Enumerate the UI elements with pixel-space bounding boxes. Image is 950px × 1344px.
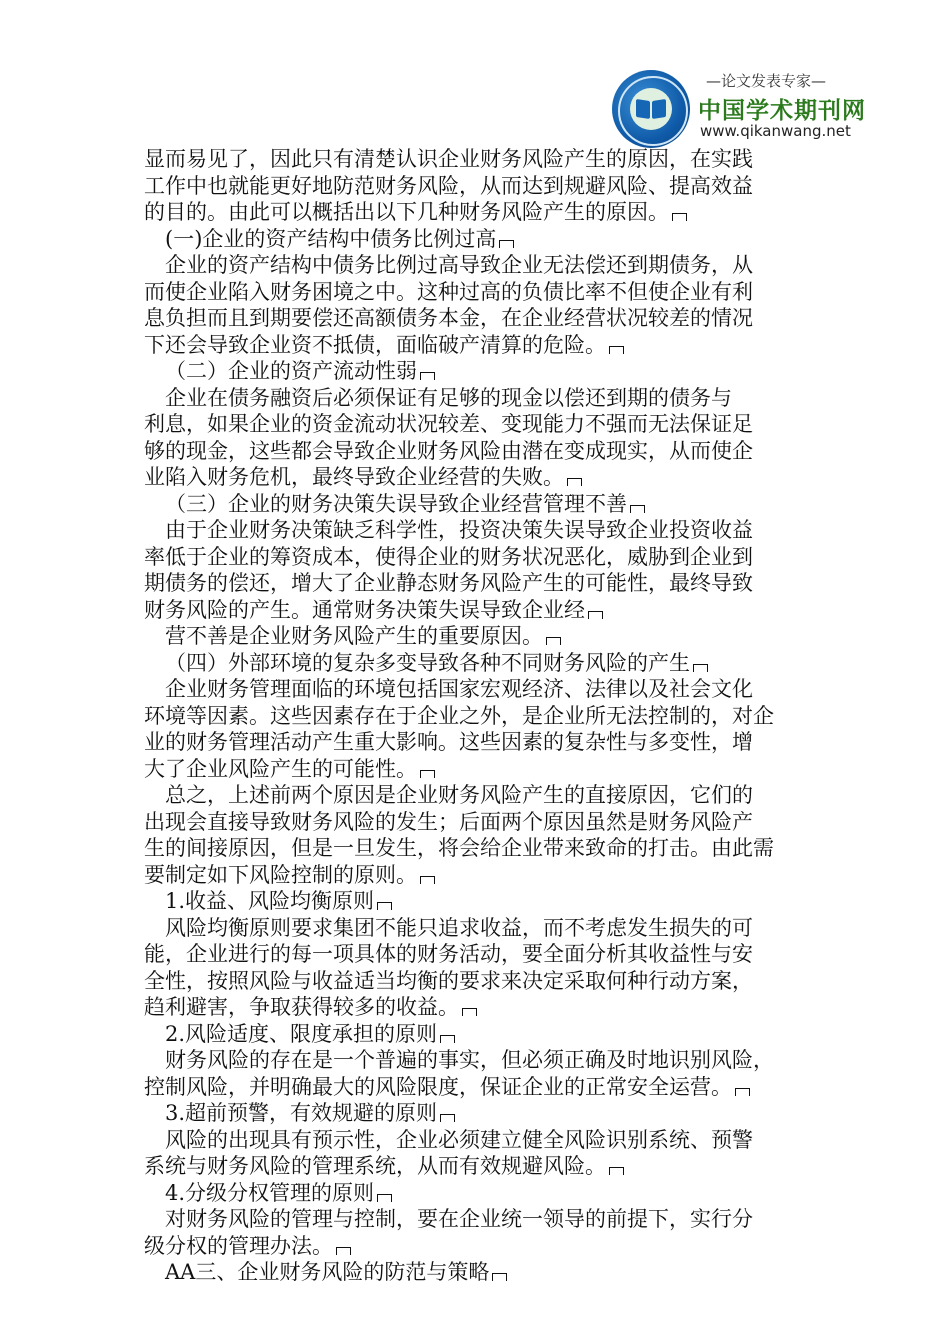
line-text: 企业的资产结构中债务比例过高导致企业无法偿还到期债务，从 — [165, 253, 753, 277]
paragraph-mark-icon — [588, 611, 603, 619]
paragraph-mark-icon — [567, 478, 582, 486]
line-text: 够的现金，这些都会导致企业财务风险由潜在变成现实，从而使企 — [144, 438, 753, 463]
line-text: 利息，如果企业的资金流动状况较差、变现能力不强而无法保证足 — [144, 412, 753, 436]
text-line — [144, 226, 804, 253]
paragraph-mark-icon — [546, 637, 561, 645]
line-text: 总之，上述前两个原因是企业财务风险产生的直接原因，它们的 — [165, 783, 753, 807]
text-line — [144, 491, 804, 518]
line-text: 环境等因素。这些因素存在于企业之外，是企业所无法控制的，对企 — [144, 703, 774, 728]
line-text: 而使企业陷入财务困境之中。这种过高的负债比率不但使企业有利 — [144, 279, 753, 304]
text-line — [144, 199, 804, 226]
line-text: 要制定如下风险控制的原则。 — [144, 862, 417, 887]
text-line — [144, 570, 804, 597]
text-line — [144, 729, 804, 756]
paragraph-mark-icon — [420, 372, 435, 380]
logo-name: 中国学术期刊网 — [698, 98, 866, 124]
text-line — [144, 809, 804, 836]
line-text: 财务风险的存在是一个普遍的事实，但必须正确及时地识别风险， — [165, 1048, 774, 1072]
text-line — [144, 1074, 804, 1101]
text-line — [144, 1180, 804, 1207]
text-line — [144, 1153, 804, 1180]
text-line — [144, 888, 804, 915]
paragraph-mark-icon — [420, 876, 435, 884]
paragraph-mark-icon — [499, 240, 514, 248]
line-text: 级分权的管理办法。 — [144, 1233, 333, 1258]
text-line — [144, 676, 804, 703]
logo-url: www.qikanwang.net — [700, 122, 851, 140]
paragraph-mark-icon — [693, 664, 708, 672]
text-line — [144, 1206, 804, 1233]
line-text: 财务风险的产生。通常财务决策失误导致企业经 — [144, 597, 585, 622]
line-text: 工作中也就能更好地防范财务风险，从而达到规避风险、提高效益 — [144, 173, 753, 198]
line-text: 业陷入财务危机，最终导致企业经营的失败。 — [144, 465, 564, 489]
line-text: （三）企业的财务决策失误导致企业经营管理不善 — [165, 491, 627, 516]
text-line — [144, 941, 804, 968]
line-text: 由于企业财务决策缺乏科学性，投资决策失误导致企业投资收益 — [165, 518, 753, 542]
line-text: 1.收益、风险均衡原则 — [165, 889, 375, 913]
text-line — [144, 544, 804, 571]
paragraph-mark-icon — [462, 1008, 477, 1016]
paragraph-mark-icon — [735, 1088, 750, 1096]
document-body — [144, 146, 804, 1286]
text-line — [144, 597, 804, 624]
line-text: 风险均衡原则要求集团不能只追求收益，而不考虑发生损失的可 — [165, 915, 753, 940]
text-line — [144, 385, 804, 412]
text-line — [144, 332, 804, 359]
line-text: 生的间接原因，但是一旦发生，将会给企业带来致命的打击。由此需 — [144, 836, 774, 860]
paragraph-mark-icon — [440, 1035, 455, 1043]
logo-slogan: —论文发表专家— — [706, 72, 827, 90]
line-text: 息负担而且到期要偿还高额债务本金，在企业经营状况较差的情况 — [144, 306, 753, 330]
text-line — [144, 703, 804, 730]
line-text: 大了企业风险产生的可能性。 — [144, 756, 417, 781]
paragraph-mark-icon — [609, 346, 624, 354]
text-line — [144, 173, 804, 200]
text-line — [144, 1047, 804, 1074]
text-line — [144, 1127, 804, 1154]
text-line — [144, 279, 804, 306]
line-text: 企业财务管理面临的环境包括国家宏观经济、法律以及社会文化 — [165, 677, 753, 701]
text-line — [144, 650, 804, 677]
text-line — [144, 1021, 804, 1048]
text-line — [144, 305, 804, 332]
text-line — [144, 915, 804, 942]
line-text: 率低于企业的筹资成本，使得企业的财务状况恶化，威胁到企业到 — [144, 544, 753, 569]
line-text: AA三、企业财务风险的防范与策略 — [165, 1260, 490, 1284]
line-text: 能，企业进行的每一项具体的财务活动，要全面分析其收益性与安 — [144, 942, 753, 966]
text-line — [144, 835, 804, 862]
text-line — [144, 411, 804, 438]
text-line — [144, 1259, 804, 1286]
text-line — [144, 517, 804, 544]
text-line — [144, 146, 804, 173]
text-line — [144, 1233, 804, 1260]
text-line — [144, 968, 804, 995]
line-text: 4.分级分权管理的原则 — [165, 1180, 375, 1205]
paragraph-mark-icon — [336, 1247, 351, 1255]
line-text: 3.超前预警，有效规避的原则 — [165, 1101, 438, 1125]
text-line — [144, 623, 804, 650]
line-text: 期债务的偿还，增大了企业静态财务风险产生的可能性，最终导致 — [144, 571, 753, 595]
text-line — [144, 1100, 804, 1127]
text-line — [144, 756, 804, 783]
text-line — [144, 358, 804, 385]
text-line — [144, 994, 804, 1021]
paragraph-mark-icon — [377, 902, 392, 910]
paragraph-mark-icon — [630, 505, 645, 513]
text-line — [144, 252, 804, 279]
paragraph-mark-icon — [492, 1273, 507, 1281]
paragraph-mark-icon — [440, 1114, 455, 1122]
line-text: （二）企业的资产流动性弱 — [165, 359, 417, 383]
line-text: 2.风险适度、限度承担的原则 — [165, 1021, 438, 1046]
book-icon — [636, 100, 666, 120]
line-text: 对财务风险的管理与控制，要在企业统一领导的前提下，实行分 — [165, 1207, 753, 1231]
line-text: 业的财务管理活动产生重大影响。这些因素的复杂性与多变性，增 — [144, 730, 753, 754]
line-text: (一)企业的资产结构中债务比例过高 — [165, 226, 497, 251]
line-text: 下还会导致企业资不抵债，面临破产清算的危险。 — [144, 332, 606, 357]
line-text: 全性，按照风险与收益适当均衡的要求来决定采取何种行动方案， — [144, 968, 753, 993]
paragraph-mark-icon — [672, 213, 687, 221]
line-text: 企业在债务融资后必须保证有足够的现金以偿还到期的债务与 — [165, 385, 732, 410]
line-text: 出现会直接导致财务风险的发生；后面两个原因虽然是财务风险产 — [144, 809, 753, 834]
line-text: 的目的。由此可以概括出以下几种财务风险产生的原因。 — [144, 200, 669, 224]
line-text: 显而易见了，因此只有清楚认识企业财务风险产生的原因，在实践 — [144, 147, 753, 171]
line-text: 系统与财务风险的管理系统，从而有效规避风险。 — [144, 1154, 606, 1178]
line-text: （四）外部环境的复杂多变导致各种不同财务风险的产生 — [165, 650, 690, 675]
text-line — [144, 438, 804, 465]
line-text: 控制风险，并明确最大的风险限度，保证企业的正常安全运营。 — [144, 1074, 732, 1099]
paragraph-mark-icon — [609, 1167, 624, 1175]
text-line — [144, 464, 804, 491]
text-line — [144, 862, 804, 889]
paragraph-mark-icon — [420, 770, 435, 778]
text-line — [144, 782, 804, 809]
site-logo — [612, 62, 866, 152]
paragraph-mark-icon — [377, 1194, 392, 1202]
line-text: 风险的出现具有预示性，企业必须建立健全风险识别系统、预警 — [165, 1127, 753, 1152]
line-text: 营不善是企业财务风险产生的重要原因。 — [165, 624, 543, 648]
line-text: 趋利避害，争取获得较多的收益。 — [144, 995, 459, 1019]
